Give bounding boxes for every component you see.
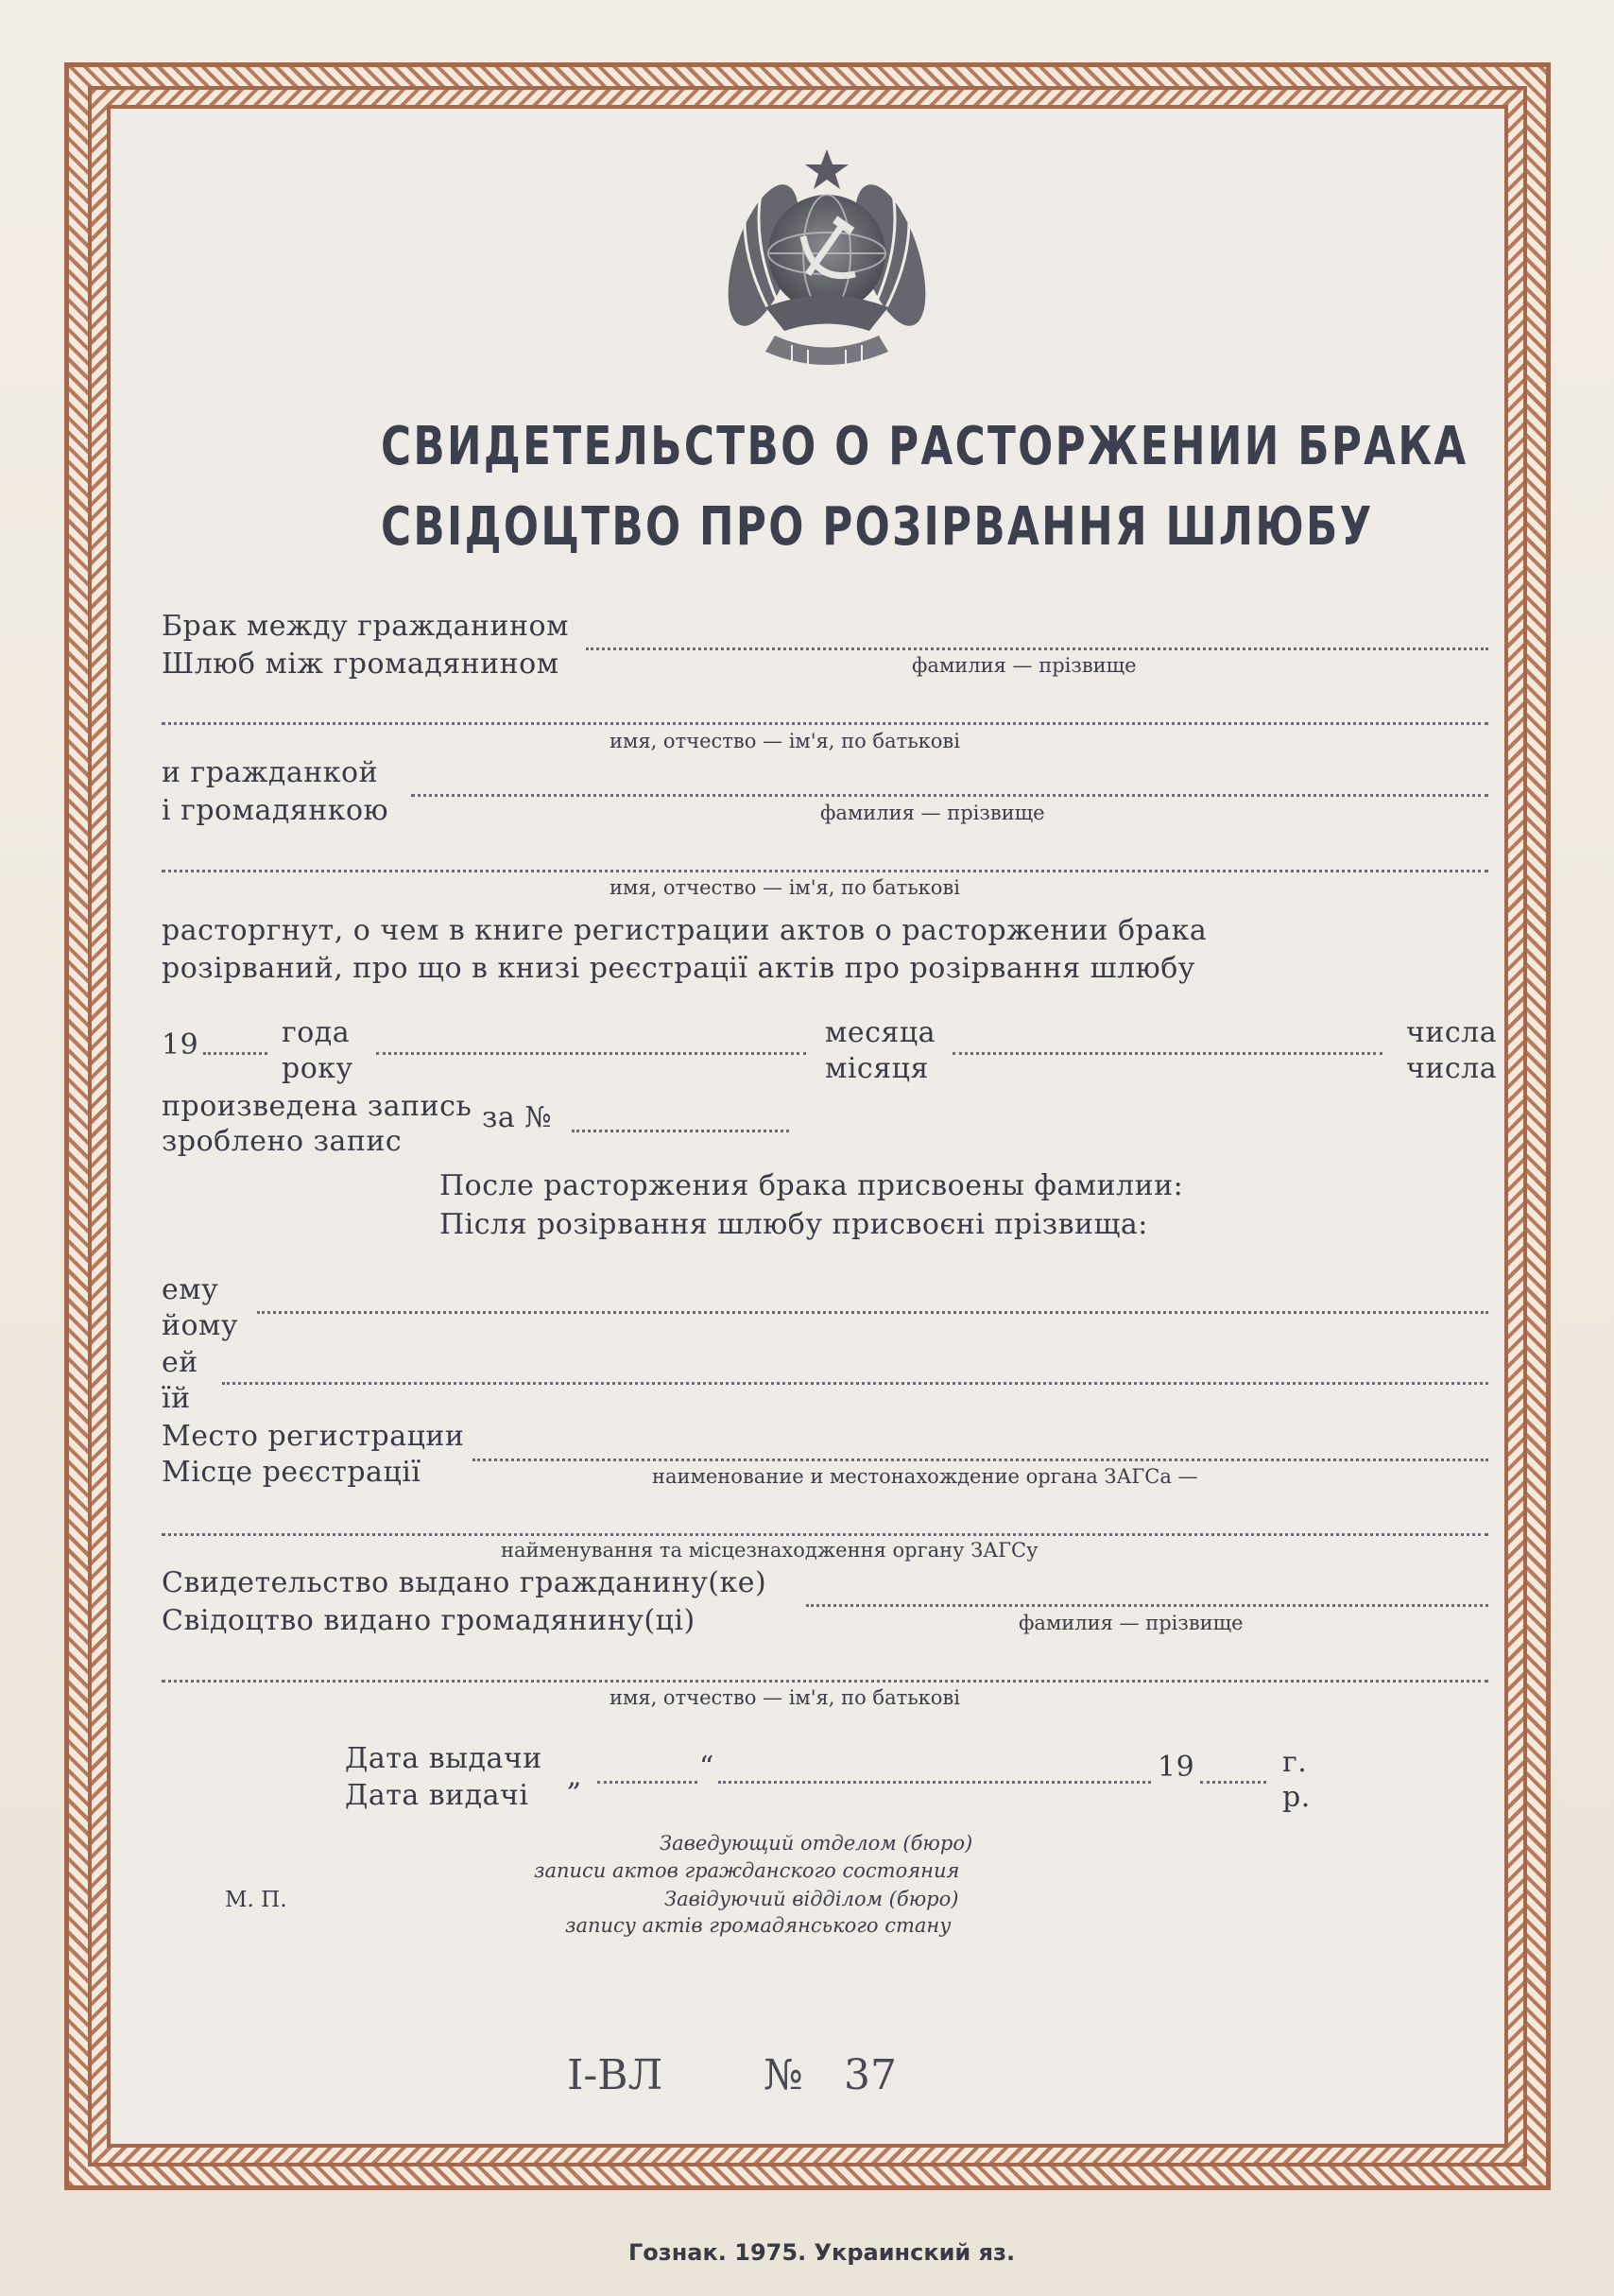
signatory-line-1: Заведующий отделом (бюро) bbox=[660, 1832, 973, 1855]
record-day-label-ru: числа bbox=[1406, 1016, 1498, 1049]
signatory-line-4: запису актів громадянського стану bbox=[565, 1914, 952, 1937]
record-made-label-uk: зроблено запис bbox=[162, 1125, 403, 1158]
issue-date-quote-close: “ bbox=[699, 1751, 714, 1784]
record-year-label-uk: року bbox=[282, 1052, 353, 1085]
certificate-number-sign: № bbox=[764, 2051, 803, 2099]
dissolved-text-ru: расторгнут, о чем в книге регистрации актов о расторжении брака bbox=[162, 914, 1208, 947]
issue-year-field bbox=[1200, 1781, 1266, 1784]
signatory-line-3: Завідуючий відділом (бюро) bbox=[664, 1888, 959, 1910]
issue-year-label-uk: р. bbox=[1282, 1781, 1311, 1814]
certificate-series: I-ВЛ bbox=[567, 2051, 663, 2099]
issue-day-field bbox=[597, 1781, 697, 1784]
stamp-place: М. П. bbox=[225, 1888, 287, 1912]
his-surname-field bbox=[257, 1311, 1488, 1314]
husband-label-ru: Брак между гражданином bbox=[162, 610, 569, 643]
place-caption-uk: найменування та місцезнаходження органу ЗАГСу bbox=[501, 1539, 1039, 1562]
printer-imprint: Гознак. 1975. Украинский яз. bbox=[628, 2239, 1016, 2266]
wife-label-uk: і громадянкою bbox=[162, 794, 389, 827]
him-label-uk: йому bbox=[162, 1309, 239, 1342]
issued-to-name-field bbox=[162, 1680, 1488, 1683]
dissolved-text-uk: розірваний, про що в книзі реєстрації актів про розірвання шлюбу bbox=[162, 952, 1195, 985]
surnames-heading-uk: Після розірвання шлюбу присвоєні прізвища: bbox=[439, 1208, 1148, 1241]
wife-name-caption: имя, отчество — ім'я, по батькові bbox=[610, 876, 960, 899]
place-field-2 bbox=[162, 1533, 1488, 1536]
surnames-heading-ru: После расторжения брака присвоены фамилии: bbox=[439, 1169, 1184, 1202]
husband-surname-caption: фамилия — прізвище bbox=[912, 654, 1137, 677]
issued-to-label-ru: Свидетельство выдано гражданину(ке) bbox=[162, 1566, 767, 1599]
record-made-label-ru: произведена запись bbox=[162, 1090, 472, 1123]
record-number-label: за № bbox=[482, 1101, 553, 1134]
record-year-prefix: 19 bbox=[162, 1028, 199, 1062]
husband-surname-field bbox=[586, 647, 1488, 650]
record-day-field bbox=[376, 1052, 806, 1055]
him-label-ru: ему bbox=[162, 1273, 219, 1306]
issue-date-label-ru: Дата выдачи bbox=[345, 1742, 542, 1775]
issue-date-label-uk: Дата видачі bbox=[345, 1779, 529, 1812]
husband-label-uk: Шлюб між громадянином bbox=[162, 647, 559, 681]
record-month-field bbox=[953, 1052, 1382, 1055]
issue-year-prefix: 19 bbox=[1158, 1751, 1195, 1784]
issued-to-surname-caption: фамилия — прізвище bbox=[1019, 1612, 1244, 1634]
record-year-label-ru: года bbox=[282, 1016, 351, 1049]
wife-surname-field bbox=[411, 794, 1488, 797]
place-caption-ru: наименование и местонахождение органа ЗАГСа — bbox=[652, 1465, 1198, 1488]
certificate-title-ru: СВИДЕТЕЛЬСТВО О РАСТОРЖЕНИИ БРАКА bbox=[381, 416, 1468, 477]
certificate-title-uk: СВІДОЦТВО ПРО РОЗІРВАННЯ ШЛЮБУ bbox=[381, 496, 1374, 558]
record-number-field bbox=[572, 1130, 789, 1132]
issued-to-label-uk: Свідоцтво видано громадянину(ці) bbox=[162, 1604, 695, 1637]
record-month-label-ru: месяца bbox=[825, 1016, 936, 1049]
issue-year-label-ru: г. bbox=[1282, 1746, 1308, 1779]
issue-month-field bbox=[718, 1781, 1151, 1784]
state-emblem-icon bbox=[709, 142, 945, 378]
her-surname-field bbox=[222, 1382, 1488, 1385]
issued-to-name-caption: имя, отчество — ім'я, по батькові bbox=[610, 1686, 960, 1709]
her-label-uk: їй bbox=[162, 1382, 191, 1415]
husband-name-field bbox=[162, 722, 1488, 725]
place-field bbox=[472, 1459, 1488, 1461]
wife-name-field bbox=[162, 870, 1488, 872]
husband-name-caption: имя, отчество — ім'я, по батькові bbox=[610, 730, 960, 752]
her-label-ru: ей bbox=[162, 1346, 198, 1379]
issued-to-surname-field bbox=[806, 1604, 1488, 1607]
record-month-label-uk: місяця bbox=[825, 1052, 929, 1085]
record-year-field bbox=[203, 1052, 267, 1055]
signatory-line-2: записи актов гражданского состояния bbox=[534, 1859, 960, 1882]
wife-label-ru: и гражданкой bbox=[162, 756, 379, 789]
place-label-ru: Место регистрации bbox=[162, 1420, 465, 1453]
issue-date-quote-open: „ bbox=[567, 1760, 583, 1793]
place-label-uk: Місце реєстрації bbox=[162, 1456, 421, 1489]
certificate-number: 37 bbox=[844, 2051, 897, 2099]
record-day-label-uk: числа bbox=[1406, 1052, 1498, 1085]
wife-surname-caption: фамилия — прізвище bbox=[820, 802, 1045, 824]
